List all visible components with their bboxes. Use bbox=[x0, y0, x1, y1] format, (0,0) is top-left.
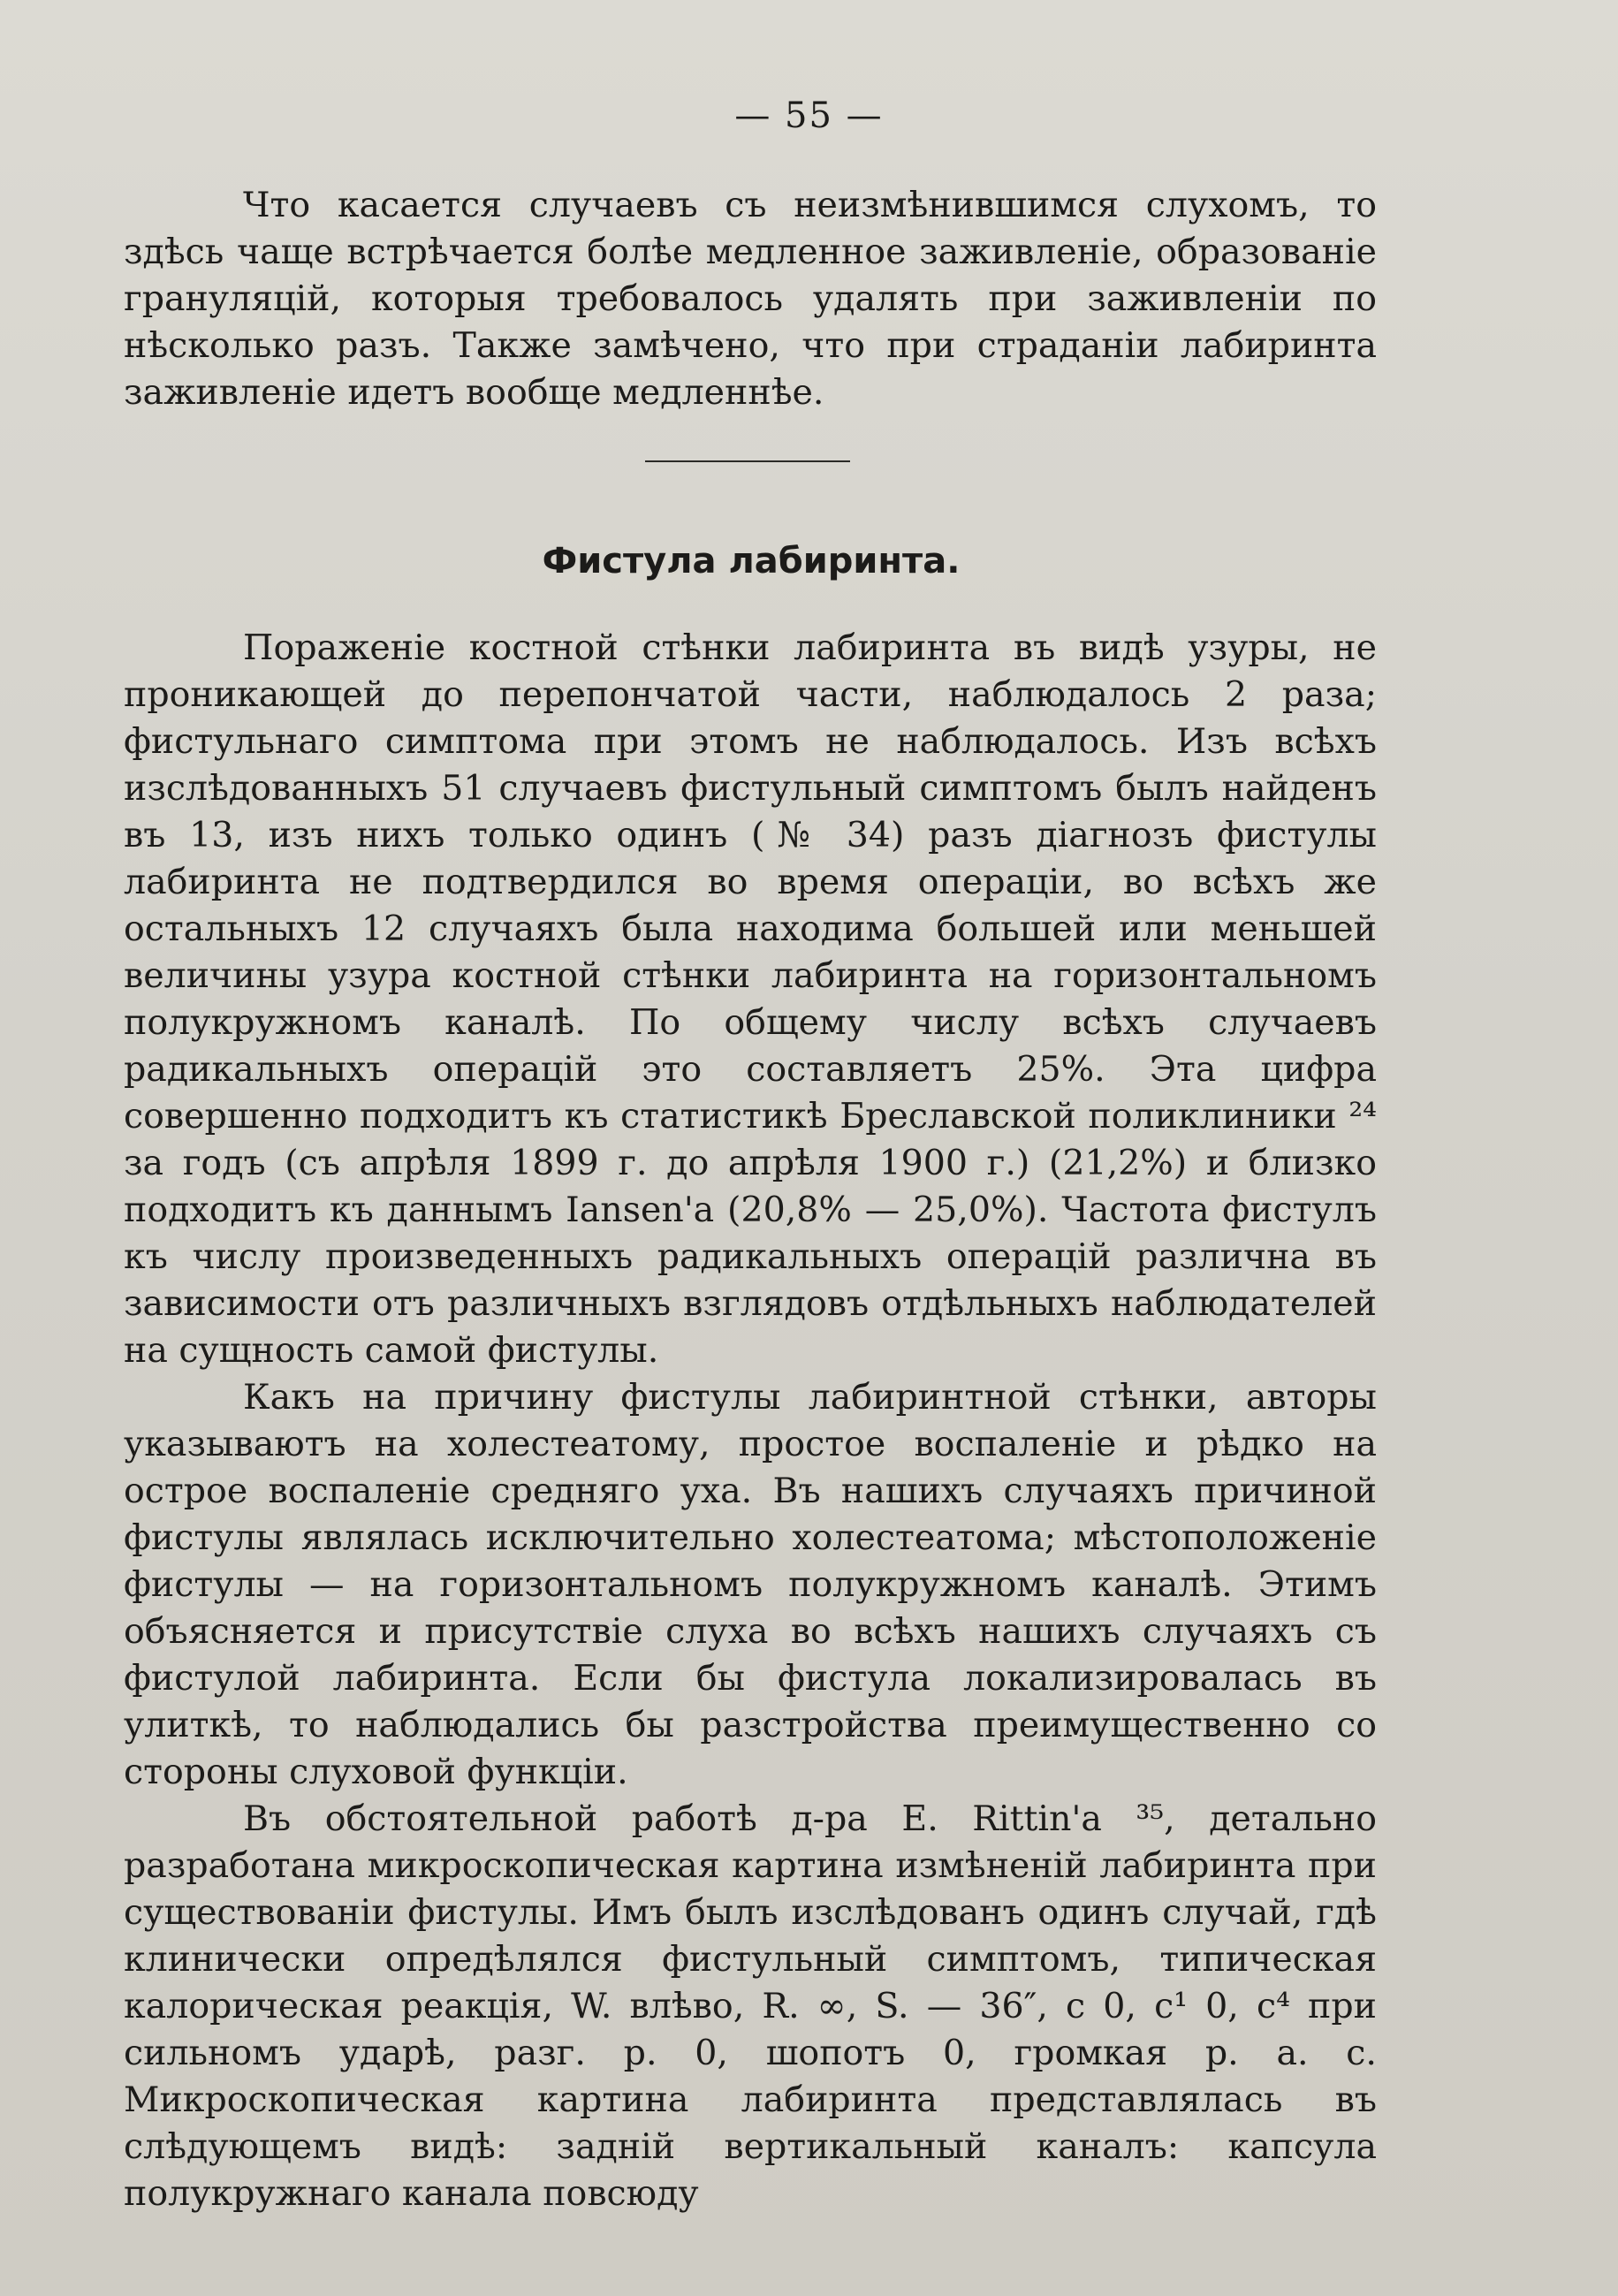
body-paragraph: Пораженіе костной стѣнки лабиринта въ видѣ узуры, не проникающей до перепончатой части, наблюдалось 2 раза; фистульнаго симптома при этомъ не наблюдалось. Изъ всѣхъ изслѣдованныхъ 51 случаевъ фистульный симптомъ былъ найденъ въ 13, изъ нихъ только одинъ (№ 34) разъ діагнозъ фистулы лабиринта не подтвердился во время операціи, во всѣхъ же остальныхъ 12 случаяхъ была находима большей или меньшей величины узура костной стѣнки лабиринта на горизонтальномъ полукружномъ каналѣ. По общему числу всѣхъ случаевъ радикальныхъ операцій это составляетъ 25%. Эта цифра совершенно подходитъ къ статистикѣ Бреславской поликлиники ²⁴ за годъ (съ апрѣля 1899 г. до апрѣля 1900 г.) (21,2%) и близко подходитъ къ даннымъ Iansen'a (20,8% — 25,0%). Частота фистулъ къ числу произведенныхъ радикальныхъ операцій различна въ зависимости отъ различныхъ взглядовъ отдѣльныхъ наблюдателей на сущность самой фистулы. bbox=[124, 627, 1377, 1371]
section-body bbox=[124, 625, 1377, 2217]
intro-paragraph: Что касается случаевъ съ неизмѣнившимся слухомъ, то здѣсь чаще встрѣчается болѣе медленное заживленіе, образованіе грануляцій, которыя требовалось удалять при заживленіи по нѣсколько разъ. Также замѣчено, что при страданіи лабиринта заживленіе идетъ вообще медленнѣе. bbox=[124, 185, 1377, 413]
page-number: — 55 — bbox=[734, 95, 884, 136]
intro-text bbox=[124, 182, 1377, 416]
body-paragraph: Въ обстоятельной работѣ д-ра E. Rittin'a ³⁵, детально разработана микроскопическая картина измѣненій лабиринта при существованіи фистулы. Имъ былъ изслѣдованъ одинъ случай, гдѣ клинически опредѣлялся фистульный симптомъ, типическая калорическая реакція, W. влѣво, R. ∞, S. — 36″, с 0, с¹ 0, с⁴ при сильномъ ударѣ, разг. р. 0, шопотъ 0, громкая р. а. с. Микроскопическая картина лабиринта представлялась въ слѣдующемъ видѣ: задній вертикальный каналъ: капсула полукружнаго канала повсюду bbox=[124, 1798, 1377, 2214]
body-paragraph: Какъ на причину фистулы лабиринтной стѣнки, авторы указываютъ на холестеатому, простое воспаленіе и рѣдко на острое воспаленіе средняго уха. Въ нашихъ случаяхъ причиной фистулы являлась исключительно холестеатома; мѣстоположеніе фистулы — на горизонтальномъ полукружномъ каналѣ. Этимъ объясняется и присутствіе слуха во всѣхъ нашихъ случаяхъ съ фистулой лабиринта. Если бы фистула локализировалась въ улиткѣ, то наблюдались бы разстройства преимущественно со стороны слуховой функціи. bbox=[124, 1377, 1377, 1792]
section-divider bbox=[645, 460, 850, 462]
section-heading: Фистула лабиринта. bbox=[542, 541, 961, 582]
